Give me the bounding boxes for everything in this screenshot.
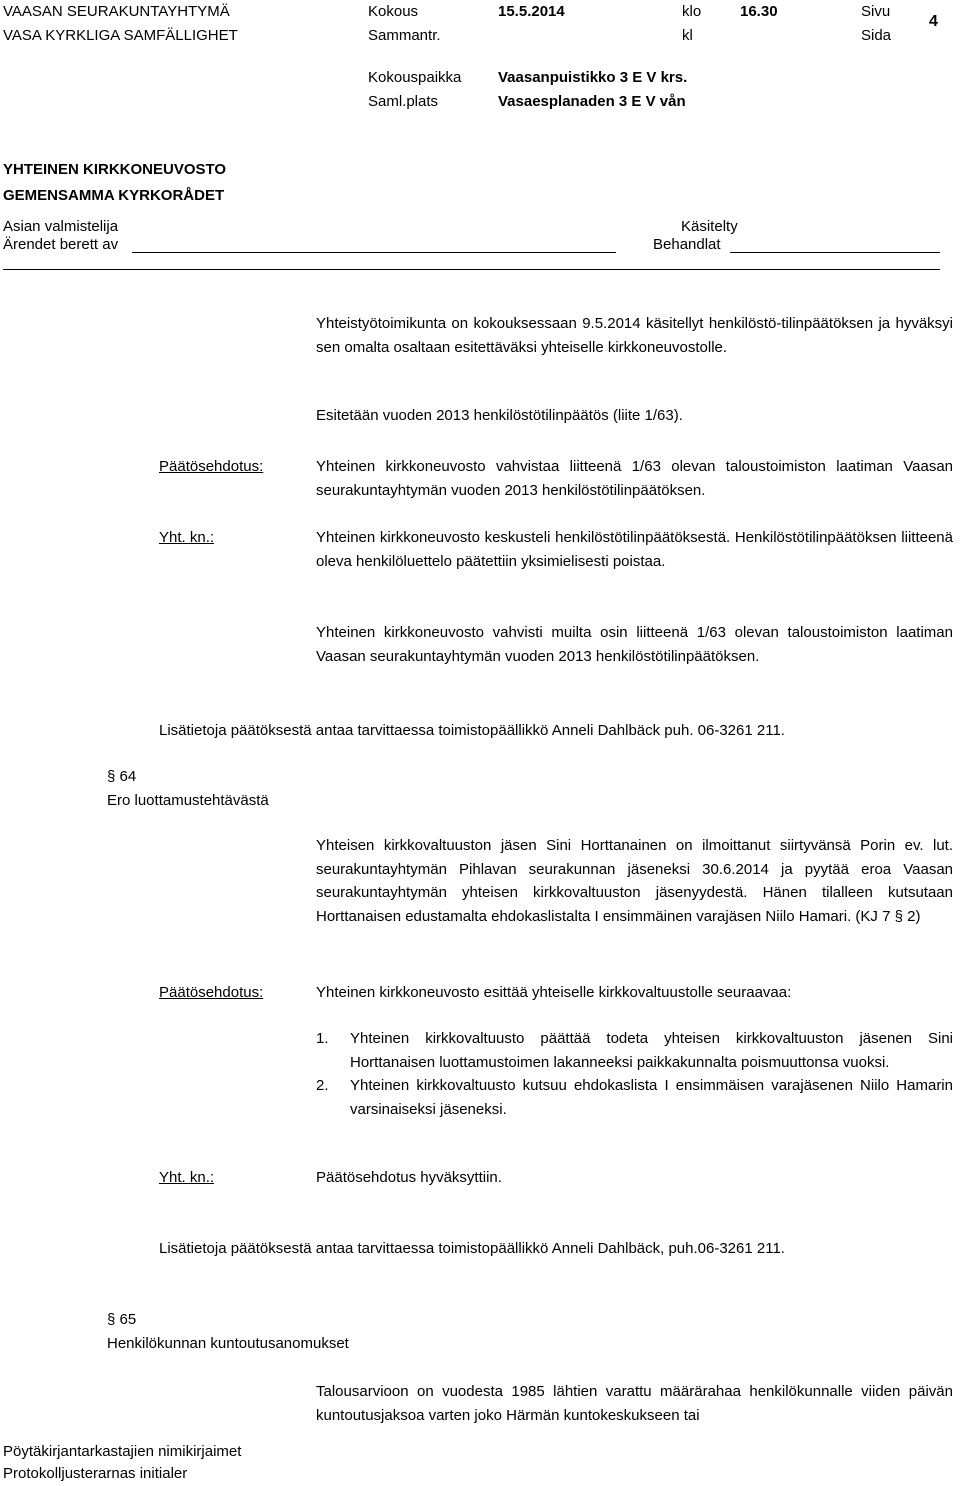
place-label-fi: Kokouspaikka (368, 69, 462, 86)
meeting-place-fi: Vaasanpuistikko 3 E V krs. (498, 69, 688, 86)
preparer-label-sv: Ärendet berett av (3, 236, 119, 253)
handled-label-sv: Behandlat (653, 236, 721, 253)
s64-item-2-text: Yhteinen kirkkovaltuusto kutsuu ehdokaslista I ensimmäisen varajäsenen Niilo Hamarin varsinaiseksi jäseneksi. (350, 1077, 953, 1118)
meeting-time: 16.30 (740, 3, 778, 20)
s63-presentation-text: Esitetään vuoden 2013 henkilöstötilinpäätös (liite 1/63). (316, 407, 683, 424)
s65-title: Henkilökunnan kuntoutusanomukset (107, 1335, 349, 1352)
s63-decision-text-2: Yhteinen kirkkoneuvosto vahvisti muilta osin liitteenä 1/63 olevan taloustoimiston laatiman Vaasan seurakuntayhtymän vuoden 2013 henkilöstötilinpäätöksen. (316, 624, 953, 665)
header-divider (3, 269, 940, 270)
s63-proposal-label: Päätösehdotus: (159, 458, 264, 475)
s63-proposal (316, 455, 953, 502)
s63-info: Lisätietoja päätöksestä antaa tarvittaessa toimistopäällikkö Anneli Dahlbäck puh. 06-3261 211. (159, 722, 785, 739)
s63-intro (316, 312, 953, 359)
time-label-fi: klo (682, 3, 702, 20)
s63-decision (316, 526, 953, 573)
s64-decision-label: Yht. kn.: (159, 1169, 215, 1186)
s65-number: § 65 (107, 1311, 137, 1328)
handled-label-fi: Käsitelty (681, 218, 738, 235)
s64-item-1 (316, 1027, 953, 1074)
footer-signers-sv: Protokolljusterarnas initialer (3, 1465, 188, 1482)
s64-items (316, 1027, 953, 1121)
meeting-date: 15.5.2014 (498, 3, 565, 20)
footer-signers-fi: Pöytäkirjantarkastajien nimikirjaimet (3, 1443, 242, 1460)
body-name-sv: GEMENSAMMA KYRKORÅDET (3, 187, 225, 204)
preparer-underline (132, 252, 616, 253)
s64-proposal-label: Päätösehdotus: (159, 984, 264, 1001)
org-name-fi: VAASAN SEURAKUNTAYHTYMÄ (3, 3, 230, 20)
s65-intro-text: Talousarvioon on vuodesta 1985 lähtien varattu määrärahaa henkilökunnalle viiden päivän kuntoutusjaksoa varten joko Härmän kuntokeskukseen tai (316, 1383, 953, 1424)
s64-intro (316, 834, 953, 928)
s63-decision-label: Yht. kn.: (159, 529, 215, 546)
preparer-label-fi: Asian valmistelija (3, 218, 119, 235)
s64-proposal-text: Yhteinen kirkkoneuvosto esittää yhteiselle kirkkovaltuustolle seuraavaa: (316, 984, 792, 1001)
body-name-fi: YHTEINEN KIRKKONEUVOSTO (3, 161, 227, 178)
s64-proposal (316, 981, 953, 1005)
s64-item-2 (316, 1074, 953, 1121)
s63-intro-text: Yhteistyötoimikunta on kokouksessaan 9.5.2014 käsitellyt henkilöstö-tilinpäätöksen ja hyväksyi sen omalta osaltaan esitettäväksi yhteiselle kirkkoneuvostolle. (316, 315, 953, 356)
meeting-place-sv: Vasaesplanaden 3 E V vån (498, 93, 686, 110)
meeting-label-sv: Sammantr. (368, 27, 441, 44)
s64-item-1-text: Yhteinen kirkkovaltuusto päättää todeta yhteisen kirkkovaltuuston jäsenen Sini Horttanaisen luottamustoimen lakanneeksi paikkakunnalta poismuuttonsa vuoksi. (350, 1030, 953, 1071)
org-name-sv: VASA KYRKLIGA SAMFÄLLIGHET (3, 27, 238, 44)
s65-intro (316, 1380, 953, 1427)
s63-decision-cont (316, 621, 953, 668)
s64-decision (316, 1166, 953, 1190)
s64-item-2-number: 2. (316, 1077, 329, 1094)
page-number: 4 (929, 13, 938, 30)
page-label-fi: Sivu (861, 3, 891, 20)
s64-info: Lisätietoja päätöksestä antaa tarvittaessa toimistopäällikkö Anneli Dahlbäck, puh.06-3261 211. (159, 1240, 785, 1257)
place-label-sv: Saml.plats (368, 93, 439, 110)
s63-proposal-text: Yhteinen kirkkoneuvosto vahvistaa liitteenä 1/63 olevan taloustoimiston laatiman Vaasan seurakuntayhtymän vuoden 2013 henkilöstötilinpäätöksen. (316, 458, 953, 499)
s63-presentation (316, 404, 953, 428)
handled-underline (730, 252, 940, 253)
s64-intro-text: Yhteisen kirkkovaltuuston jäsen Sini Horttanainen on ilmoittanut siirtyvänsä Porin ev. lut. seurakuntayhtymän Pihlavan seurakunnan jäseneksi 30.6.2014 ja pyytää eroa Vaasan seurakuntayhtymän yhteisen kirkkovaltuuston jäsenyydestä. Hänen tilalleen kutsutaan Horttanaisen edustamalta ehdokaslistalta I ensimmäinen varajäsen Niilo Hamari. (KJ 7 § 2) (316, 837, 953, 925)
s63-decision-text-1: Yhteinen kirkkoneuvosto keskusteli henkilöstötilinpäätöksestä. Henkilöstötilinpäätöksen liitteenä oleva henkilöluettelo päätettiin yksimielisesti poistaa. (316, 529, 953, 570)
page-label-sv: Sida (861, 27, 892, 44)
s64-number: § 64 (107, 768, 137, 785)
meeting-label-fi: Kokous (368, 3, 419, 20)
s64-decision-text: Päätösehdotus hyväksyttiin. (316, 1169, 502, 1186)
s64-item-1-number: 1. (316, 1030, 329, 1047)
s64-title: Ero luottamustehtävästä (107, 792, 269, 809)
time-label-sv: kl (682, 27, 693, 44)
